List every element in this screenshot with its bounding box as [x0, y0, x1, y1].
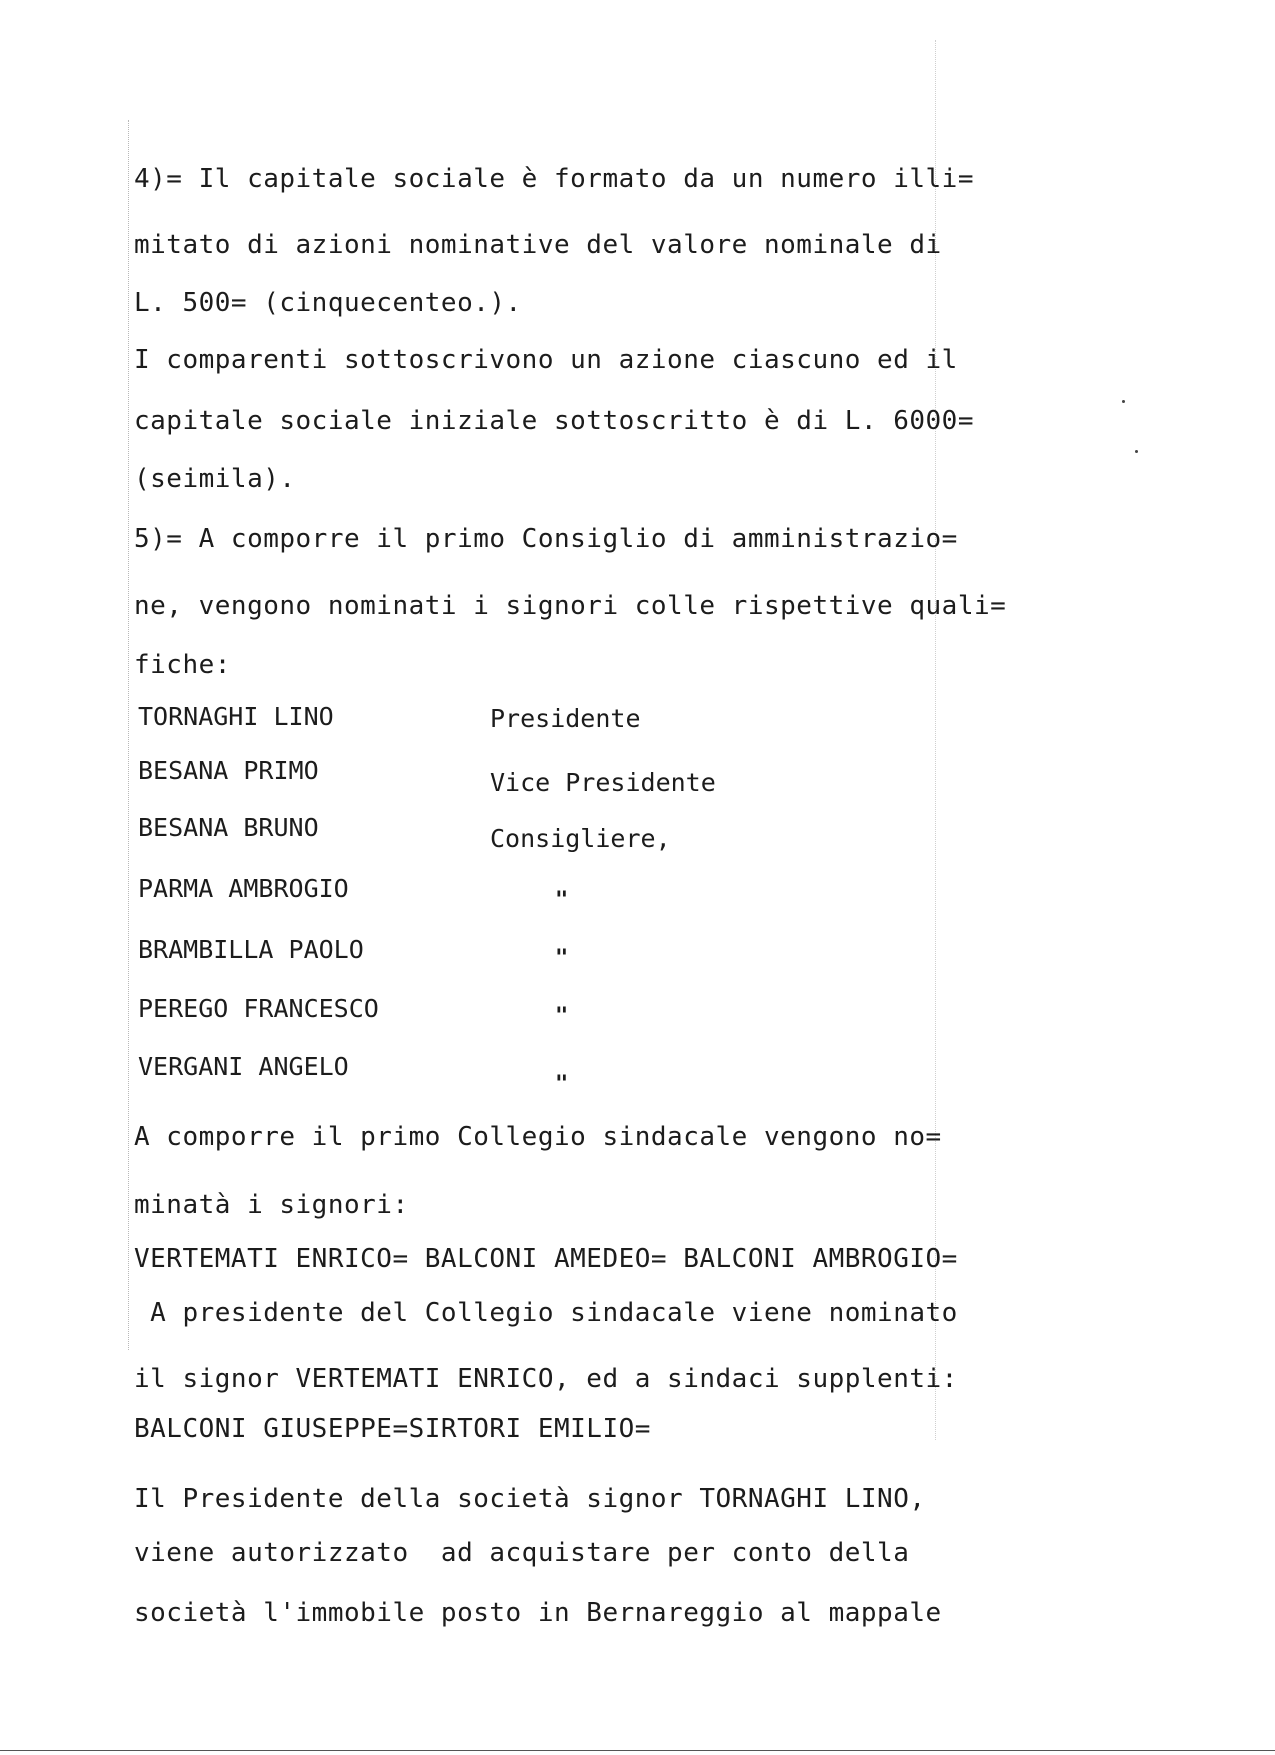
member-name: BESANA BRUNO [138, 813, 319, 842]
member-role: Presidente [490, 704, 641, 733]
text-line: BALCONI GIUSEPPE=SIRTORI EMILIO= [134, 1414, 651, 1444]
text-line: capitale sociale iniziale sottoscritto è di L. 6000= [134, 406, 974, 436]
member-name: PEREGO FRANCESCO [138, 994, 379, 1023]
text-line: 4)= Il capitale sociale è formato da un numero illi= [134, 164, 974, 194]
member-name: PARMA AMBROGIO [138, 874, 349, 903]
text-line: Il Presidente della società signor TORNAGHI LINO, [134, 1484, 926, 1514]
text-line: società l'immobile posto in Bernareggio al mappale [134, 1598, 942, 1628]
paper-speck [1135, 450, 1138, 453]
member-name: BESANA PRIMO [138, 756, 319, 785]
text-line: ne, vengono nominati i signori colle rispettive quali= [134, 591, 1007, 621]
ditto-mark: " [555, 1004, 569, 1029]
member-name: TORNAGHI LINO [138, 702, 334, 731]
text-line: mitato di azioni nominative del valore nominale di [134, 230, 942, 260]
member-role: Vice Presidente [490, 768, 716, 797]
member-name: BRAMBILLA PAOLO [138, 935, 364, 964]
text-line: I comparenti sottoscrivono un azione ciascuno ed il [134, 345, 958, 375]
left-margin-rule [128, 120, 129, 1350]
bottom-edge-rule [0, 1750, 1275, 1751]
text-line: A comporre il primo Collegio sindacale vengono no= [134, 1122, 942, 1152]
ditto-mark: " [555, 946, 569, 971]
text-line: viene autorizzato ad acquistare per conto della [134, 1538, 910, 1568]
paper-speck [1122, 400, 1125, 403]
ditto-mark: " [555, 1072, 569, 1097]
text-line: 5)= A comporre il primo Consiglio di amministrazio= [134, 524, 958, 554]
text-line: il signor VERTEMATI ENRICO, ed a sindaci supplenti: [134, 1364, 958, 1394]
member-name: VERGANI ANGELO [138, 1052, 349, 1081]
text-line: minatà i signori: [134, 1190, 409, 1220]
text-line: fiche: [134, 650, 231, 680]
text-line: (seimila). [134, 464, 296, 494]
member-role: Consigliere, [490, 824, 671, 853]
text-line: A presidente del Collegio sindacale viene nominato [134, 1298, 958, 1328]
text-line: L. 500= (cinquecenteo.). [134, 288, 522, 318]
text-line: VERTEMATI ENRICO= BALCONI AMEDEO= BALCONI AMBROGIO= [134, 1244, 958, 1274]
ditto-mark: " [555, 888, 569, 913]
